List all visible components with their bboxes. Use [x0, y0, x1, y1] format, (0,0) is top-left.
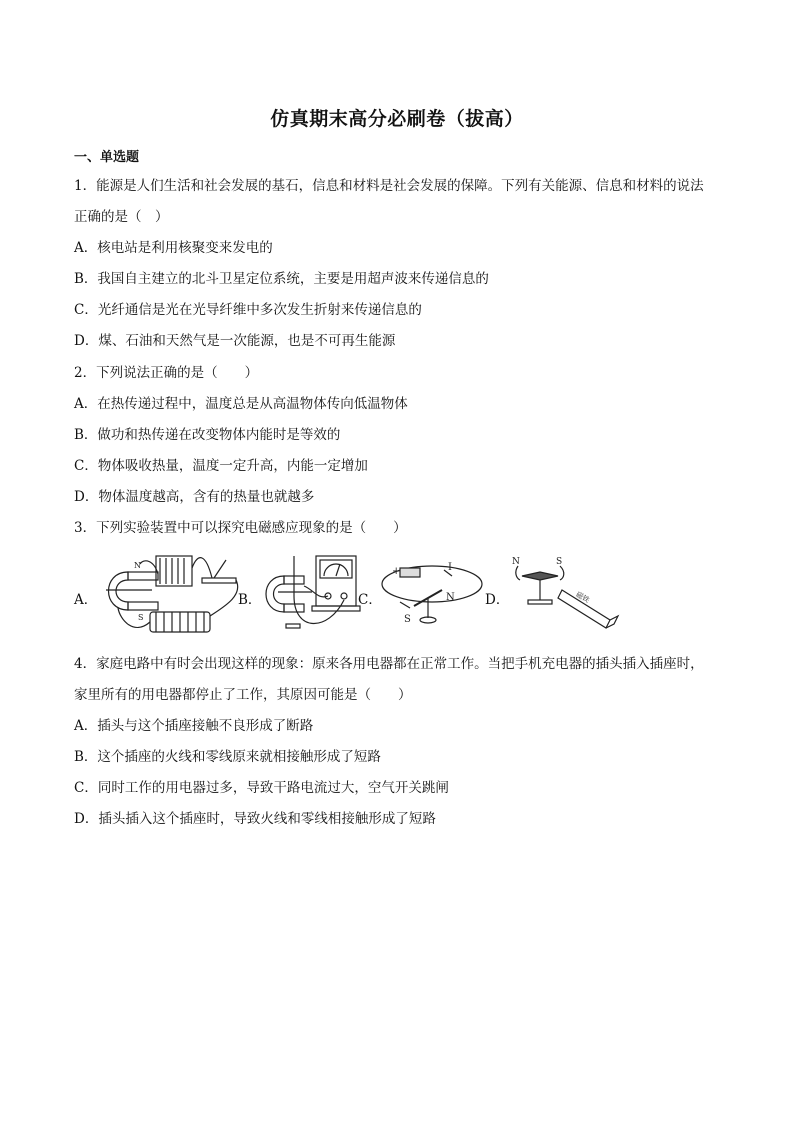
q1-stem-line2: 正确的是（ ）: [74, 209, 169, 225]
q3-stem: 3．下列实验装置中可以探究电磁感应现象的是（ ）: [74, 520, 407, 536]
q2-option-c[interactable]: C．物体吸收热量，温度一定升高，内能一定增加: [74, 458, 368, 474]
q3-c-n-label: N: [446, 592, 455, 603]
q4-stem-line2: 家里所有的用电器都停止了工作，其原因可能是（ ）: [74, 687, 412, 703]
q3-option-c-label[interactable]: C．: [358, 592, 382, 608]
q4-option-b[interactable]: B．这个插座的火线和零线原来就相接触形成了短路: [74, 749, 381, 765]
q1-option-b[interactable]: B．我国自主建立的北斗卫星定位系统，主要是用超声波来传递信息的: [74, 271, 489, 287]
q3-c-s-label: S: [404, 614, 411, 625]
q4-stem-line1: 4．家庭电路中有时会出现这样的现象：原来各用电器都在正常工作。当把手机充电器的插头插入插座时，: [74, 656, 704, 672]
q2-option-d[interactable]: D．物体温度越高，含有的热量也就越多: [74, 489, 315, 505]
section-heading: 一、单选题: [74, 150, 140, 165]
q3-a-s-label: S: [138, 613, 144, 622]
q3-figure-a: [94, 550, 244, 642]
q1-stem-line1: 1．能源是人们生活和社会发展的基石，信息和材料是社会发展的保障。下列有关能源、信息和材料的说法: [74, 178, 704, 194]
page-title: 仿真期末高分必刷卷（拔高）: [270, 108, 524, 130]
q3-figure-row: [74, 550, 634, 642]
q3-d-n-label: N: [512, 557, 520, 567]
q2-option-a[interactable]: A．在热传递过程中，温度总是从高温物体传向低温物体: [74, 396, 408, 412]
q3-option-a-label[interactable]: A．: [74, 592, 98, 608]
q4-option-a[interactable]: A．插头与这个插座接触不良形成了断路: [74, 718, 314, 734]
q1-option-a[interactable]: A．核电站是利用核聚变来发电的: [74, 240, 273, 256]
q2-stem: 2．下列说法正确的是（ ）: [74, 365, 259, 381]
q3-d-s-label: S: [556, 557, 563, 567]
q3-figure-b: [258, 550, 368, 642]
q3-option-b-label[interactable]: B．: [238, 592, 262, 608]
q3-c-i-label: I: [448, 562, 452, 573]
q3-c-plus-label: +: [392, 566, 401, 577]
q3-option-d-label[interactable]: D．: [485, 592, 510, 608]
q3-figure-d: [510, 550, 630, 642]
q3-d-magnet-label: 磁铁: [574, 590, 591, 605]
q3-a-n-label: N: [134, 561, 141, 570]
q4-option-d[interactable]: D．插头插入这个插座时，导致火线和零线相接触形成了短路: [74, 811, 436, 827]
q3-figure-c: [376, 550, 486, 642]
q1-option-c[interactable]: C．光纤通信是光在光导纤维中多次发生折射来传递信息的: [74, 302, 422, 318]
q2-option-b[interactable]: B．做功和热传递在改变物体内能时是等效的: [74, 427, 341, 443]
q1-option-d[interactable]: D．煤、石油和天然气是一次能源，也是不可再生能源: [74, 333, 396, 349]
q4-option-c[interactable]: C．同时工作的用电器过多，导致干路电流过大，空气开关跳闸: [74, 780, 449, 796]
